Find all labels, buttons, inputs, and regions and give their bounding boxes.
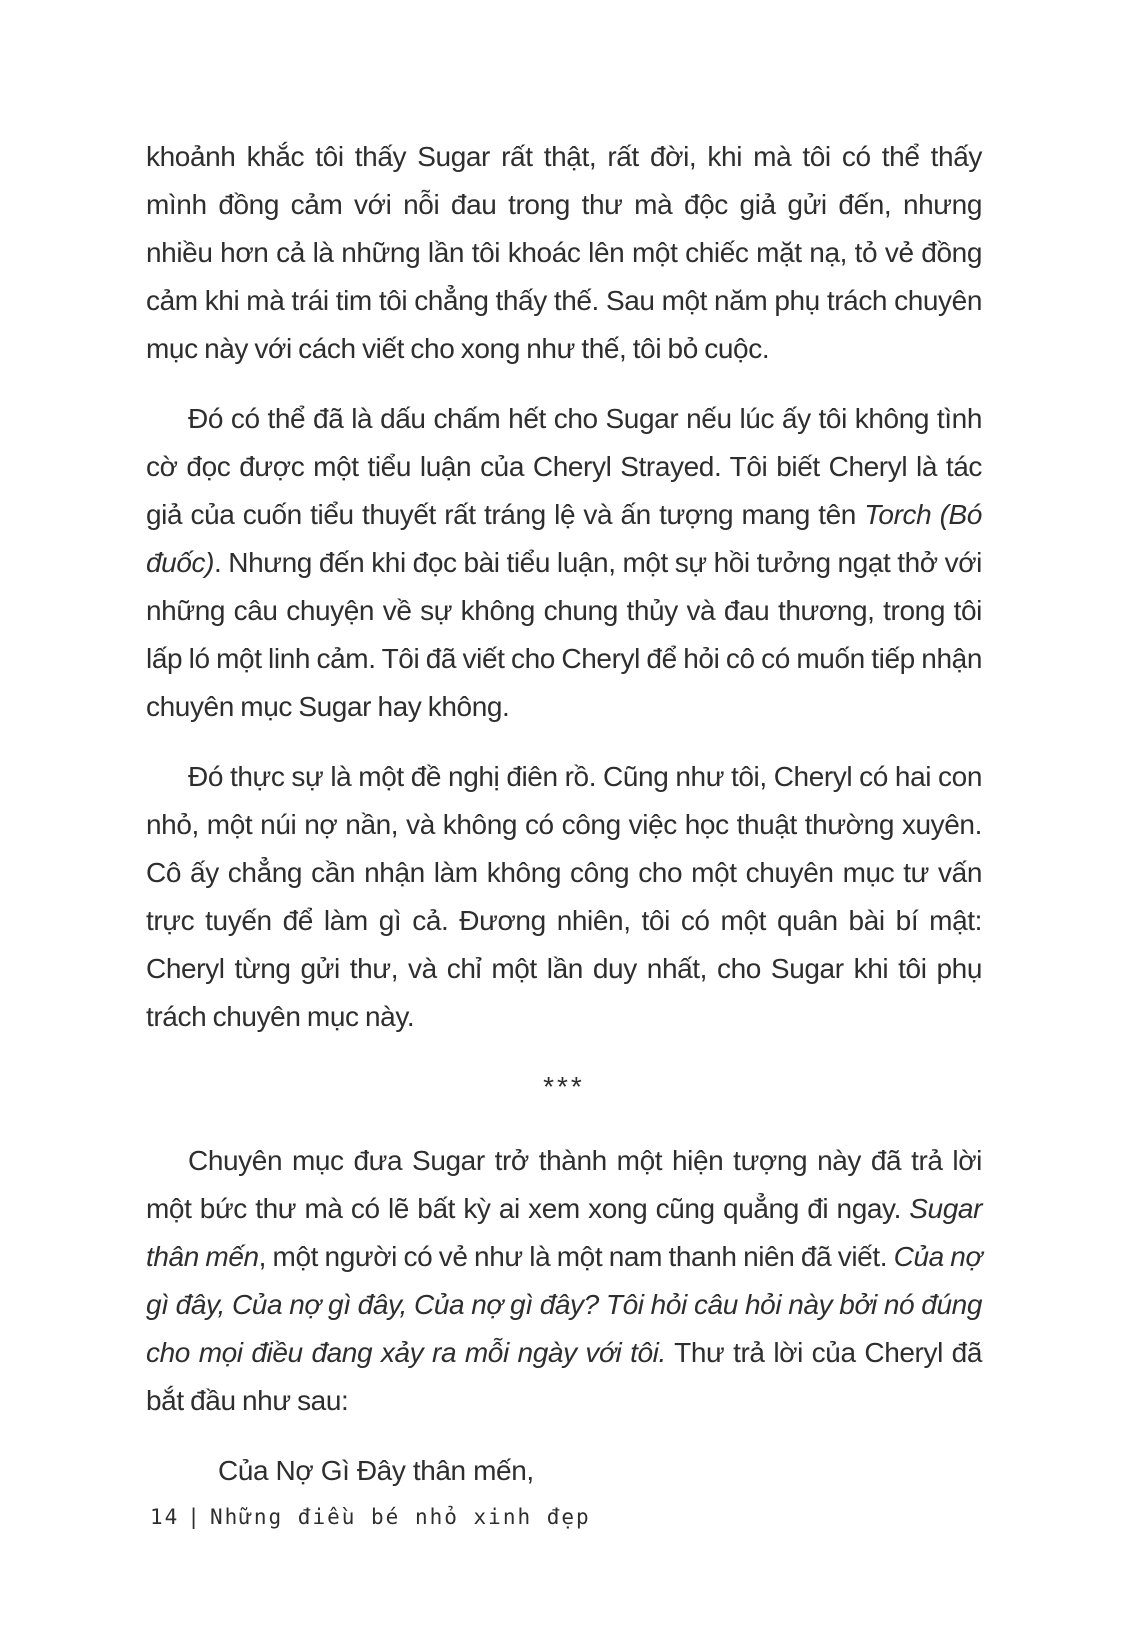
paragraph	[146, 1137, 982, 1425]
italic-text-segment: Sugar thân mến	[146, 1193, 982, 1272]
section-divider	[146, 1063, 982, 1111]
text-segment: Của Nợ Gì Đây thân mến,	[218, 1455, 534, 1486]
text-segment: Đó có thể đã là dấu chấm hết cho Sugar nếu lúc ấy tôi không tình cờ đọc được một tiểu luận của Cheryl Strayed. Tôi biết Cheryl là tác giả của cuốn tiểu thuyết rất tráng lệ và ấn tượng mang tên	[146, 403, 982, 530]
italic-text-segment: Của nợ gì đây, Của nợ gì đây, Của nợ gì đây? Tôi hỏi câu hỏi này bởi nó đúng cho mọi điều đang xảy ra mỗi ngày với tôi.	[146, 1241, 982, 1368]
italic-text-segment: Torch (Bó đuốc)	[146, 499, 982, 578]
paragraph	[146, 133, 982, 373]
text-segment: Chuyên mục đưa Sugar trở thành một hiện tượng này đã trả lời một bức thư mà có lẽ bất kỳ ai xem xong cũng quẳng đi ngay.	[146, 1145, 982, 1224]
book-title: Những điều bé nhỏ xinh đẹp	[209, 1505, 591, 1529]
page-body-text	[146, 133, 982, 1495]
page-footer	[150, 1502, 591, 1532]
text-segment: khoảnh khắc tôi thấy Sugar rất thật, rất đời, khi mà tôi có thể thấy mình đồng cảm với nỗi đau trong thư mà độc giả gửi đến, nhưng nhiều hơn cả là những lần tôi khoác lên một chiếc mặt nạ, tỏ vẻ đồng cảm khi mà trái tim tôi chẳng thấy thế. Sau một năm phụ trách chuyên mục này với cách viết cho xong như thế, tôi bỏ cuộc.	[146, 141, 982, 364]
footer-separator: |	[187, 1505, 202, 1529]
text-segment: , một người có vẻ như là một nam thanh niên đã viết.	[258, 1241, 894, 1272]
text-segment: ***	[543, 1071, 585, 1102]
text-segment: Thư trả lời của Cheryl đã bắt đầu như sau:	[146, 1337, 982, 1416]
paragraph	[146, 753, 982, 1041]
paragraph	[146, 395, 982, 731]
letter-salutation	[146, 1447, 982, 1495]
text-segment: . Nhưng đến khi đọc bài tiểu luận, một sự hồi tưởng ngạt thở với những câu chuyện về sự không chung thủy và đau thương, trong tôi lấp ló một linh cảm. Tôi đã viết cho Cheryl để hỏi cô có muốn tiếp nhận chuyên mục Sugar hay không.	[146, 547, 982, 722]
page-number: 14	[150, 1505, 180, 1529]
text-segment: Đó thực sự là một đề nghị điên rồ. Cũng như tôi, Cheryl có hai con nhỏ, một núi nợ nần, và không có công việc học thuật thường xuyên. Cô ấy chẳng cần nhận làm không công cho một chuyên mục tư vấn trực tuyến để làm gì cả. Đương nhiên, tôi có một quân bài bí mật: Cheryl từng gửi thư, và chỉ một lần duy nhất, cho Sugar khi tôi phụ trách chuyên mục này.	[146, 761, 982, 1032]
